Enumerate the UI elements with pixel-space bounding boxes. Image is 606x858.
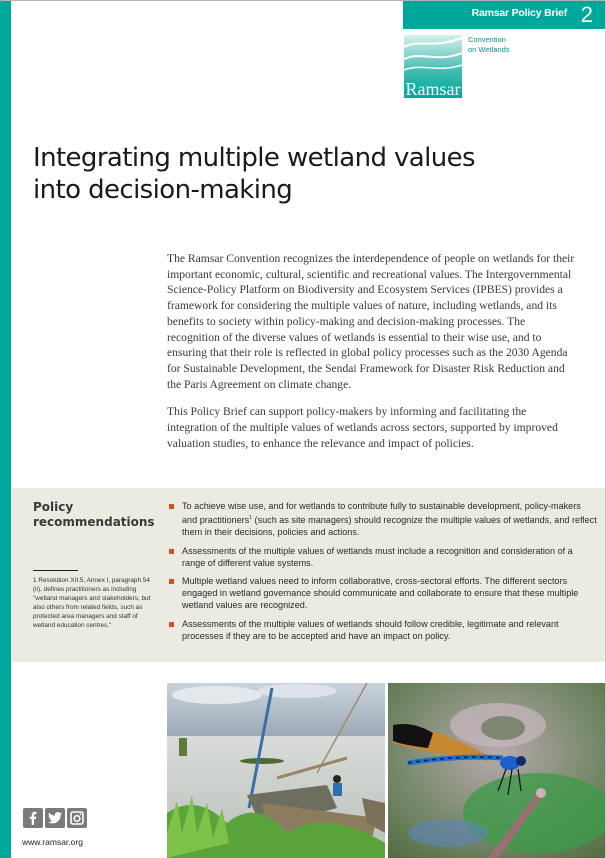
bullet-icon — [169, 622, 174, 627]
policy-recommendations-box — [11, 488, 605, 662]
issue-number: 2 — [580, 2, 593, 27]
bullet-icon — [169, 504, 174, 509]
recommendation-text: Assessments of the multiple values of wetlands must include a recognition and consideration of a range of different value systems. — [182, 545, 573, 568]
intro-paragraph: The Ramsar Convention recognizes the interdependence of people on wetlands for their important economic, cultural, scientific and recreational values. The Intergovernmental Science-Policy Platform on Biodiversity and Ecosystem Services (IPBES) provides a framework for considering the multiple values of nature, including wetlands, and its benefits to society within policy-making and decision-making processes. The recognition of the diverse values of wetlands is essential to their wise use, and to ensuring that their role is reflected in global policy processes such as the 2030 Agenda for Sustainable Development, the Sendai Framework for Disaster Risk Reduction and the Paris Agreement on climate change. — [167, 252, 575, 391]
list-item — [168, 545, 598, 569]
bullet-icon — [169, 549, 174, 554]
title-line-1: Integrating multiple wetland values — [33, 143, 475, 173]
list-item — [168, 500, 598, 539]
list-item — [168, 575, 598, 612]
recommendations-list — [168, 500, 598, 648]
footnote-ref: 1 — [249, 515, 253, 522]
series-label: Ramsar Policy Brief — [471, 7, 567, 19]
policy-heading — [33, 500, 155, 530]
recommendation-text: To achieve wise use, and for wetlands to contribute fully to sustainable development, policy-makers and practitioners — [182, 501, 581, 526]
recommendation-text: Assessments of the multiple values of wetlands should follow credible, legitimate and relevant processes if they are to be accepted and have an impact on policy. — [182, 618, 559, 641]
convention-line-2: on Wetlands — [468, 45, 510, 54]
website-link[interactable]: www.ramsar.org — [22, 837, 83, 847]
convention-label — [468, 35, 510, 55]
photo-damselfly — [388, 683, 605, 858]
twitter-icon[interactable] — [45, 808, 65, 828]
bullet-icon — [169, 579, 174, 584]
recommendation-text: Multiple wetland values need to inform collaborative, cross-sectoral efforts. The different sectors engaged in wetland governance should communicate and collaborate to ensure that these multiple wetland values are recognized. — [182, 576, 579, 611]
title-line-2: into decision-making — [33, 175, 293, 205]
footnote-divider — [33, 570, 78, 571]
page-title — [33, 142, 573, 206]
policy-heading-line-2: recommendations — [33, 515, 155, 529]
convention-line-1: Convention — [468, 35, 506, 44]
facebook-icon[interactable] — [23, 808, 43, 828]
ramsar-logo — [404, 35, 462, 98]
brand-side-bar — [0, 1, 11, 858]
policy-heading-line-1: Policy — [33, 500, 74, 514]
footnote: 1 Resolution XII.5, Annex I, paragraph 54 (ii), defines practitioners as including "wetland managers and stakeholders, but also others from related fields, such as protected area managers and staff of wetland education centres." — [33, 577, 151, 629]
svg-text:Ramsar: Ramsar — [405, 79, 461, 98]
policy-brief-band — [403, 1, 605, 29]
intro-paragraph: This Policy Brief can support policy-makers by informing and facilitating the integration of the multiple values of wetlands across sectors, supported by improved valuation studies, to enhance the relevance and impact of policies. — [167, 405, 558, 450]
recommendation-text-cont: (such as site managers) should recognize the multiple values of wetlands, and reflect them in their decisions, policies and actions. — [182, 515, 597, 538]
photo-fishing-boat — [167, 683, 385, 858]
intro-text — [167, 251, 577, 463]
list-item — [168, 618, 598, 642]
social-links — [23, 808, 87, 828]
instagram-icon[interactable] — [67, 808, 87, 828]
